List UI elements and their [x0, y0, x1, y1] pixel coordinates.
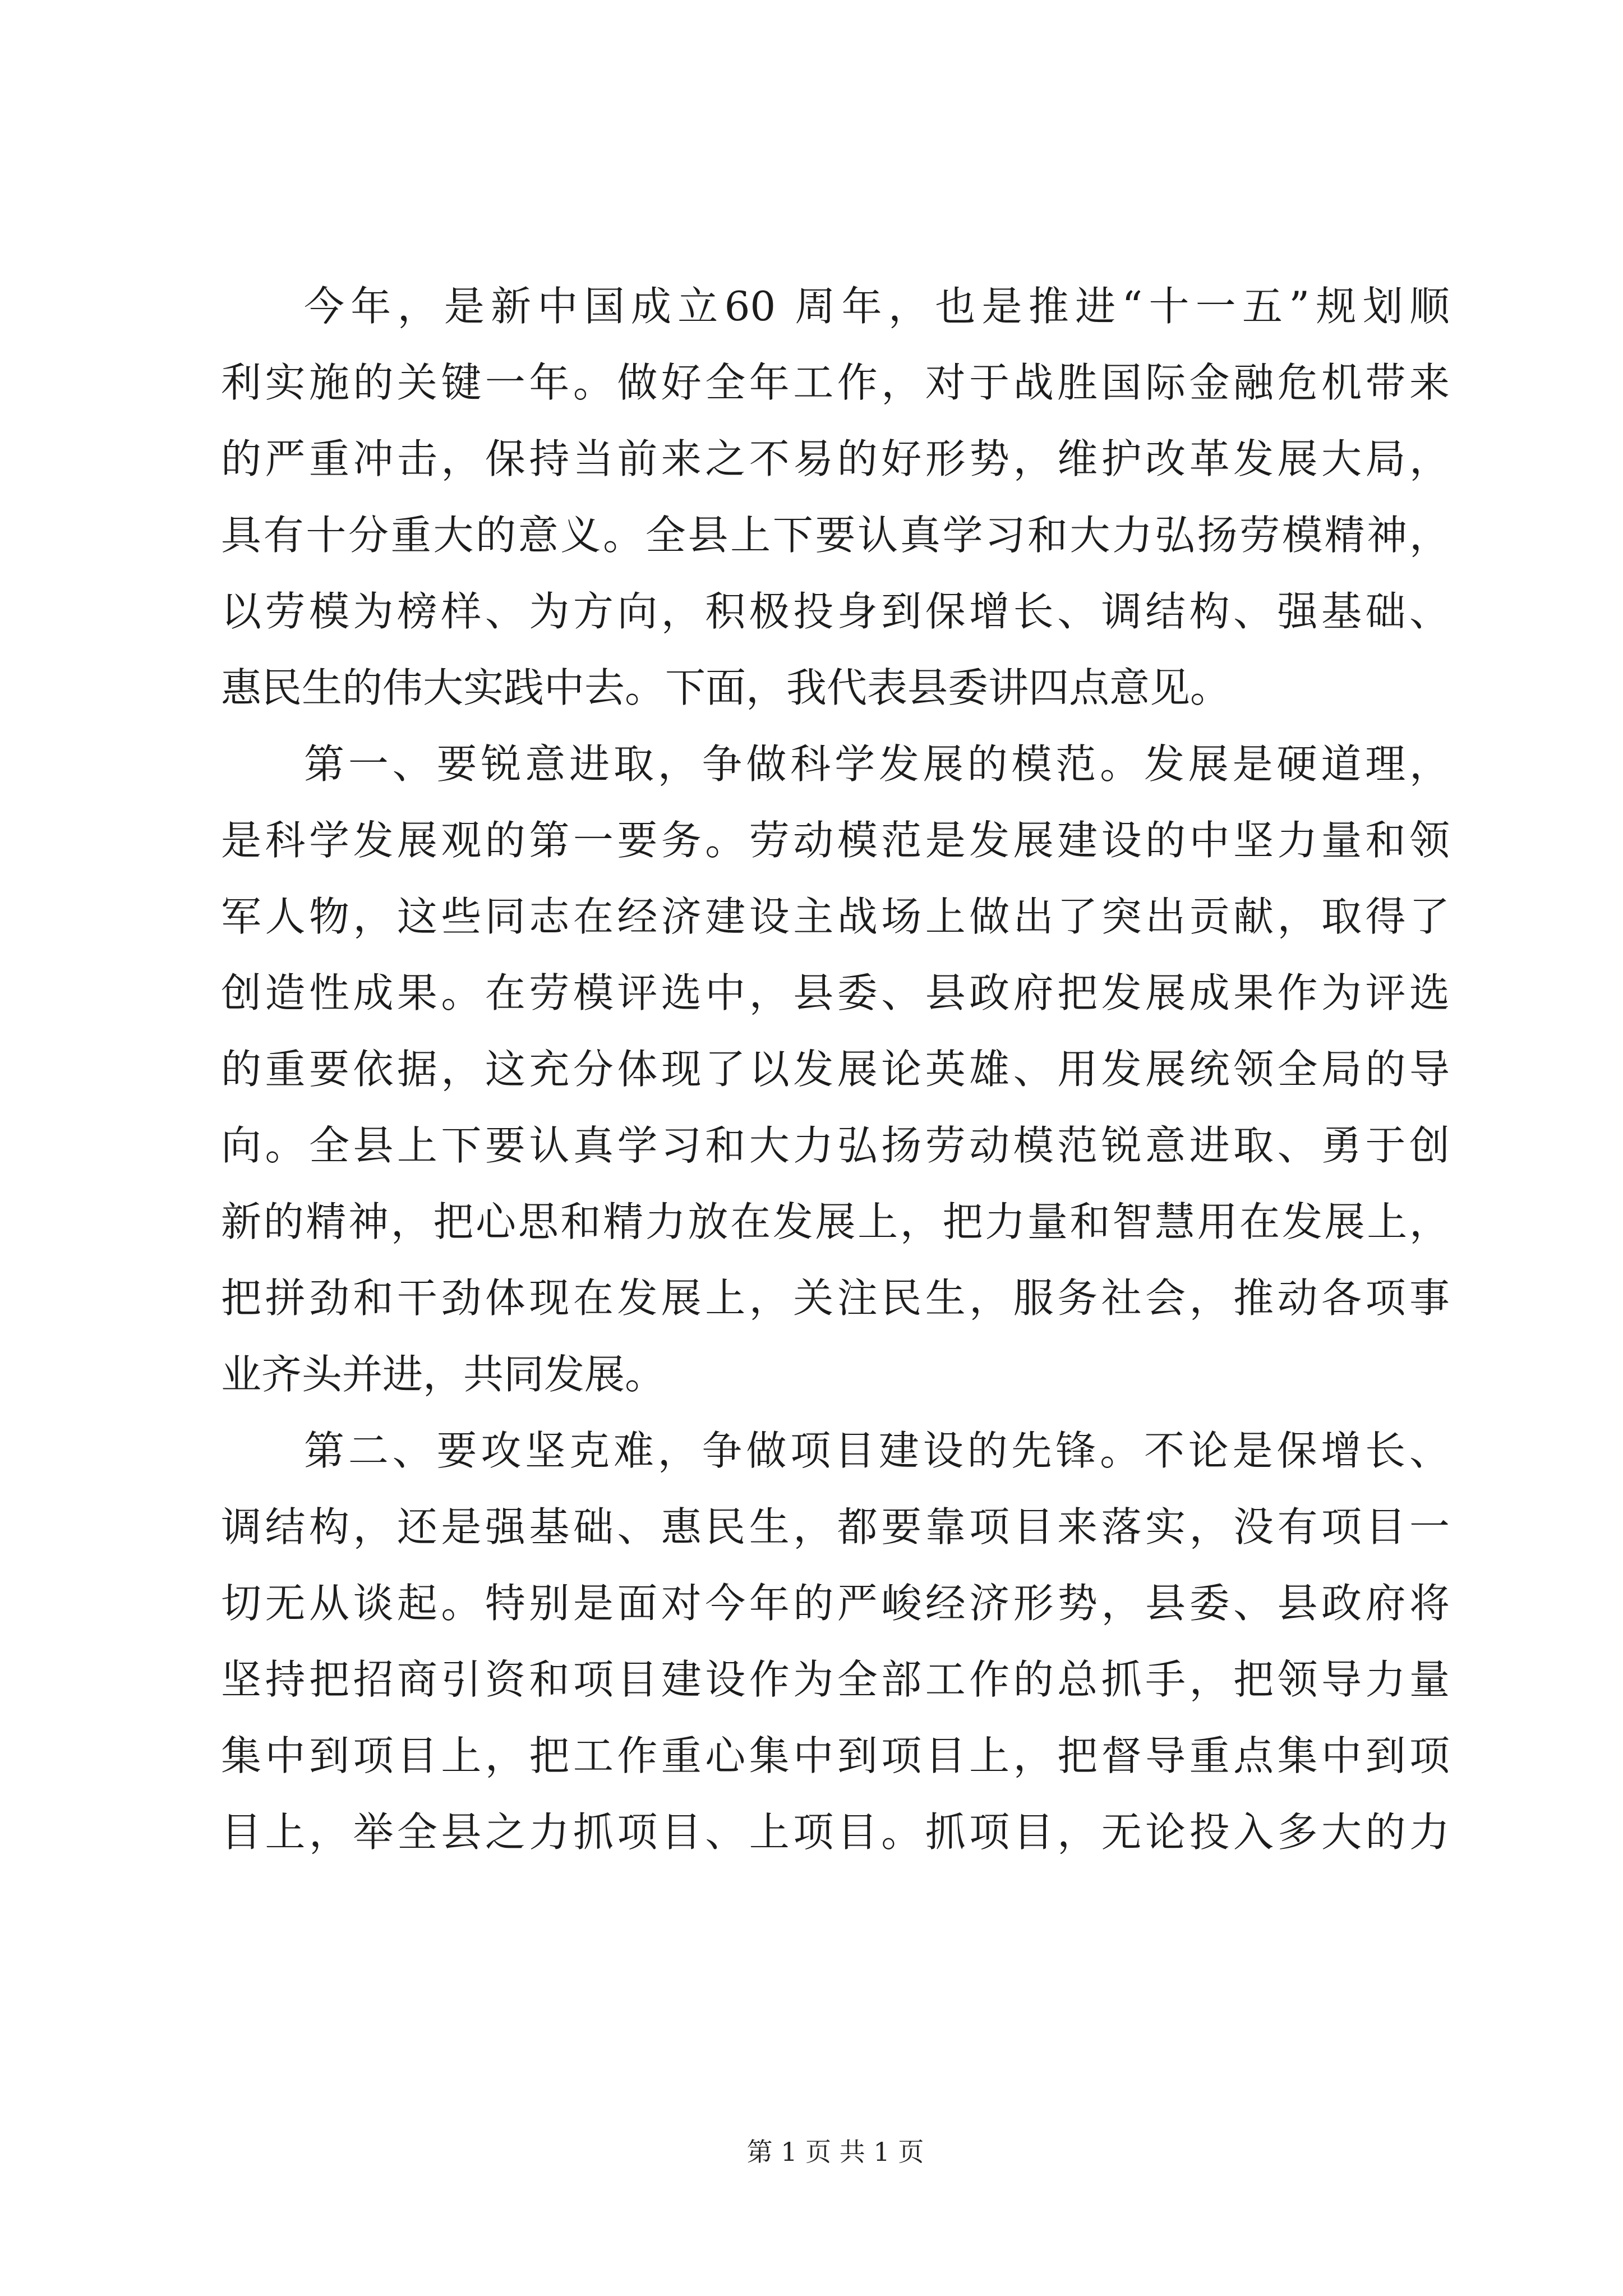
text-line: 集中到项目上，把工作重心集中到项目上，把督导重点集中到项 [221, 1732, 1450, 1779]
text-line: 切无从谈起。特别是面对今年的严峻经济形势，县委、县政府将 [221, 1580, 1450, 1627]
paragraph [221, 726, 1450, 1412]
text-line: 新的精神，把心思和精力放在发展上，把力量和智慧用在发展上， [221, 1198, 1450, 1245]
text-line: 业齐头并进，共同发展。 [221, 1351, 666, 1398]
text-line: 具有十分重大的意义。全县上下要认真学习和大力弘扬劳模精神， [221, 512, 1450, 559]
text-line: 目上，举全县之力抓项目、上项目。抓项目，无论投入多大的力 [221, 1809, 1450, 1856]
text-line: 利实施的关键一年。做好全年工作，对于战胜国际金融危机带来 [221, 359, 1450, 406]
text-line: 是科学发展观的第一要务。劳动模范是发展建设的中坚力量和领 [221, 817, 1450, 864]
paragraph [221, 268, 1450, 726]
document-body [221, 268, 1450, 1870]
text-line: 今年，是新中国成立60 周年，也是推进“十一五”规划顺 [304, 283, 1450, 330]
text-line: 坚持把招商引资和项目建设作为全部工作的总抓手，把领导力量 [221, 1656, 1450, 1703]
text-line: 第二、要攻坚克难，争做项目建设的先锋。不论是保增长、 [304, 1427, 1450, 1474]
text-line: 的重要依据，这充分体现了以发展论英雄、用发展统领全局的导 [221, 1046, 1450, 1093]
text-line: 向。全县上下要认真学习和大力弘扬劳动模范锐意进取、勇于创 [221, 1122, 1450, 1169]
text-line: 把拼劲和干劲体现在发展上，关注民生，服务社会，推动各项事 [221, 1274, 1450, 1322]
text-line: 以劳模为榜样、为方向，积极投身到保增长、调结构、强基础、 [221, 588, 1450, 635]
text-line: 惠民生的伟大实践中去。下面，我代表县委讲四点意见。 [221, 664, 1231, 711]
text-line: 第一、要锐意进取，争做科学发展的模范。发展是硬道理， [304, 740, 1450, 788]
text-line: 的严重冲击，保持当前来之不易的好形势，维护改革发展大局， [221, 435, 1450, 482]
paragraph [221, 1412, 1450, 1870]
text-line: 调结构，还是强基础、惠民生，都要靠项目来落实，没有项目一 [221, 1503, 1450, 1550]
text-line: 军人物，这些同志在经济建设主战场上做出了突出贡献，取得了 [221, 893, 1450, 940]
page-footer: 第 1 页 共 1 页 [746, 2137, 924, 2167]
text-line: 创造性成果。在劳模评选中，县委、县政府把发展成果作为评选 [221, 969, 1450, 1016]
